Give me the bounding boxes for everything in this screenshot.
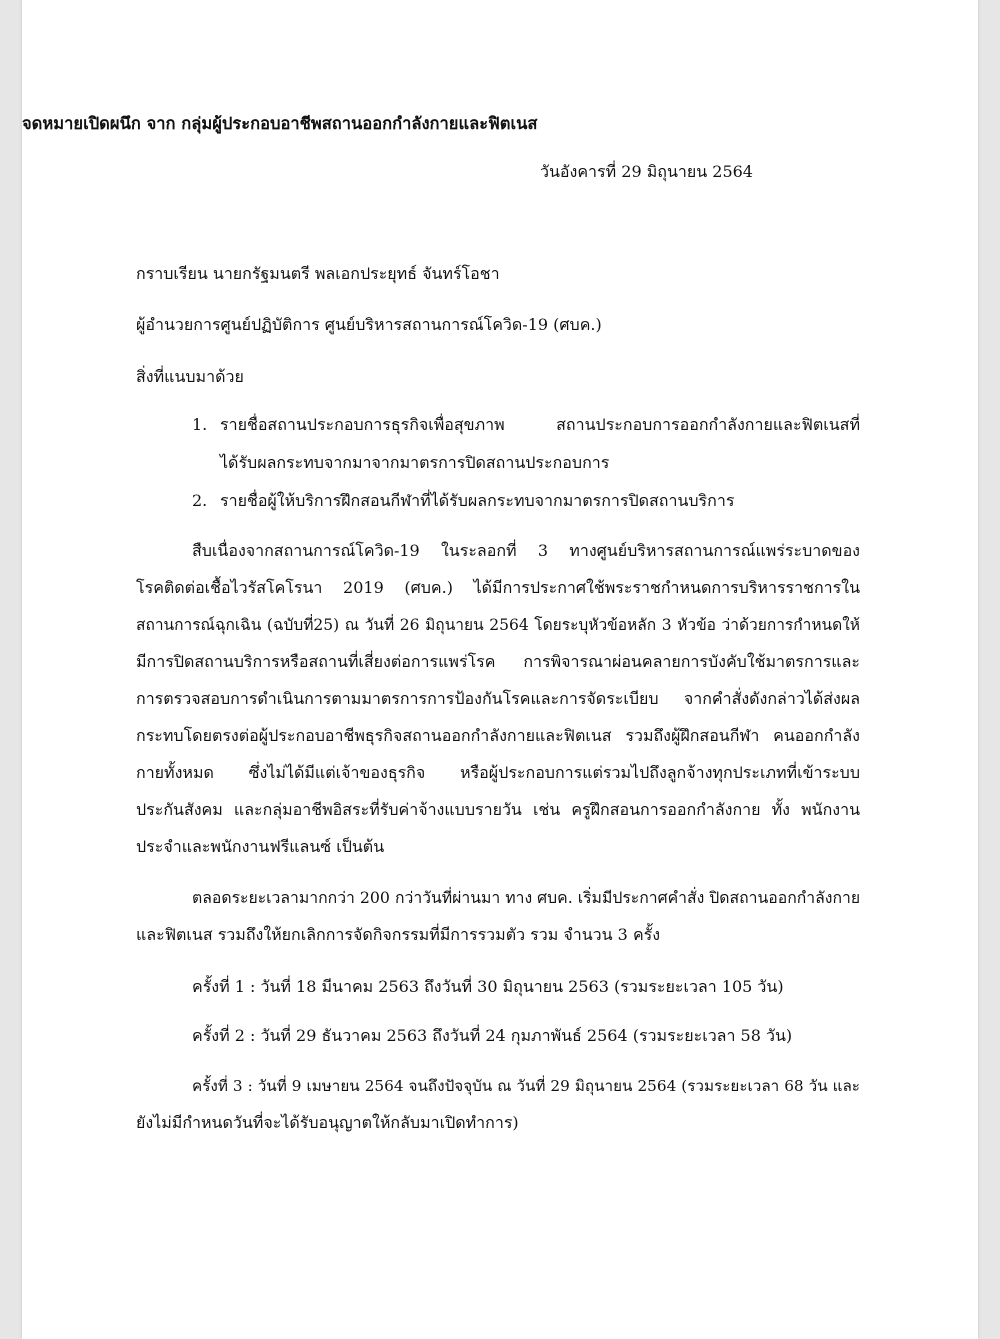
closure-item: ครั้งที่ 3 : วันที่ 9 เมษายน 2564 จนถึงปัจจุบัน ณ วันที่ 29 มิถุนายน 2564 (รวมระยะเวลา 68 วัน และ — [192, 1077, 860, 1095]
closure-item: ครั้งที่ 2 : วันที่ 29 ธันวาคม 2563 ถึงวันที่ 24 กุมภาพันธ์ 2564 (รวมระยะเวลา 58 วัน) — [192, 1026, 793, 1045]
paragraph-line: ประกันสังคม และกลุ่มอาชีพอิสระที่รับค่าจ้างแบบรายวัน เช่น ครูฝึกสอนการออกกำลังกาย ทั้ง พนักงาน — [136, 800, 860, 819]
attachment-line: รายชื่อสถานประกอบการธุรกิจเพื่อสุขภาพ สถานประกอบการออกกำลังกายและฟิตเนสที่ — [220, 415, 860, 434]
letter-body — [22, 0, 978, 1339]
document-page — [22, 0, 978, 1339]
paragraph-line: ประจำและพนักงานฟรีแลนซ์ เป็นต้น — [136, 837, 385, 856]
salutation: กราบเรียน นายกรัฐมนตรี พลเอกประยุทธ์ จันทร์โอชา — [136, 264, 500, 283]
paragraph-line: การตรวจสอบการดำเนินการตามมาตรการการป้องกันโรคและการจัดระเบียบ จากคำสั่งดังกล่าวได้ส่งผล — [136, 689, 860, 708]
attachment-line: ได้รับผลกระทบจากมาจากมาตรการปิดสถานประกอบการ — [220, 453, 610, 472]
paragraph-line: และฟิตเนส รวมถึงให้ยกเลิกการจัดกิจกรรมที่มีการรวมตัว รวม จำนวน 3 ครั้ง — [136, 925, 661, 944]
attachments-label: สิ่งที่แนบมาด้วย — [136, 367, 244, 386]
paragraph-line: สถานการณ์ฉุกเฉิน (ฉบับที่25) ณ วันที่ 26 มิถุนายน 2564 โดยระบุหัวข้อหลัก 3 หัวข้อ ว่าด้วยการกำหนดให้ — [136, 616, 860, 634]
attachment-line: รายชื่อผู้ให้บริการฝึกสอนกีฬาที่ได้รับผลกระทบจากมาตรการปิดสถานบริการ — [220, 491, 735, 510]
paragraph-line: มีการปิดสถานบริการหรือสถานที่เสี่ยงต่อการแพร่โรค การพิจารณาผ่อนคลายการบังคับใช้มาตรการและ — [136, 652, 860, 671]
closure-item: ยังไม่มีกำหนดวันที่จะได้รับอนุญาตให้กลับมาเปิดทำการ) — [136, 1113, 519, 1132]
paragraph-line: โรคติดต่อเชื้อไวรัสโคโรนา 2019 (ศบค.) ได้มีการประกาศใช้พระราชกำหนดการบริหารราชการใน — [136, 578, 860, 597]
paragraph-line: ตลอดระยะเวลามากกว่า 200 กว่าวันที่ผ่านมา ทาง ศบค. เริ่มมีประกาศคำสั่ง ปิดสถานออกกำลังกาย — [192, 888, 861, 907]
paragraph-line: สืบเนื่องจากสถานการณ์โควิด-19 ในระลอกที่ 3 ทางศูนย์บริหารสถานการณ์แพร่ระบาดของ — [192, 541, 860, 560]
letter-date: วันอังคารที่ 29 มิถุนายน 2564 — [540, 162, 753, 181]
paragraph-line: กายทั้งหมด ซึ่งไม่ได้มีแต่เจ้าของธุรกิจ หรือผู้ประกอบการแต่รวมไปถึงลูกจ้างทุกประเภทที่เข้าระบบ — [136, 763, 860, 782]
addressee-title: ผู้อำนวยการศูนย์ปฏิบัติการ ศูนย์บริหารสถานการณ์โควิด-19 (ศบค.) — [136, 315, 602, 334]
attachment-number: 2. — [192, 491, 208, 510]
attachment-number: 1. — [192, 415, 208, 434]
closure-item: ครั้งที่ 1 : วันที่ 18 มีนาคม 2563 ถึงวันที่ 30 มิถุนายน 2563 (รวมระยะเวลา 105 วัน) — [192, 977, 784, 996]
paragraph-line: กระทบโดยตรงต่อผู้ประกอบอาชีพธุรกิจสถานออกกำลังกายและฟิตเนส รวมถึงผู้ฝึกสอนกีฬา คนออกกำลัง — [136, 726, 860, 745]
letter-title: จดหมายเปิดผนึก จาก กลุ่มผู้ประกอบอาชีพสถานออกกำลังกายและฟิตเนส — [22, 114, 538, 133]
